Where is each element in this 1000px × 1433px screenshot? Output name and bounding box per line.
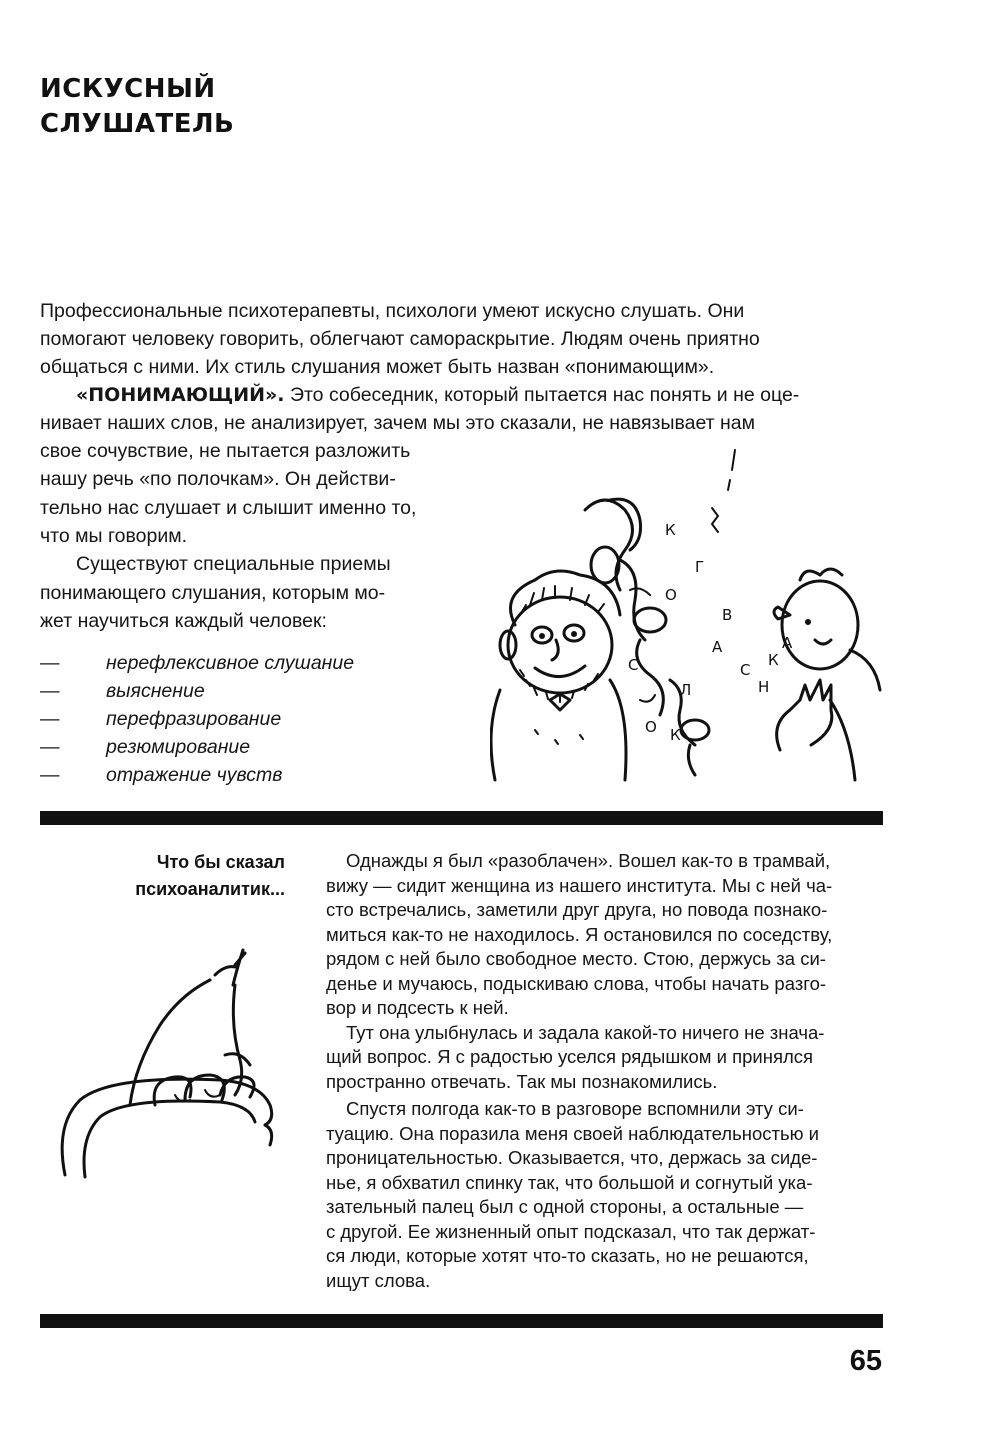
- list-dash: —: [40, 736, 60, 758]
- listener-figure: [774, 569, 880, 780]
- page-number: 65: [849, 1345, 882, 1377]
- svg-text:Г: Г: [695, 558, 705, 576]
- list-item-text: отражение чувств: [106, 764, 283, 786]
- techniques-intro-line: Существуют специальные приемы: [76, 553, 391, 575]
- list-item-text: резюмирование: [106, 736, 251, 758]
- svg-text:В: В: [722, 606, 733, 624]
- list-dash: —: [40, 680, 60, 702]
- svg-text:С: С: [628, 656, 639, 674]
- story-line: вор и подсесть к ней.: [326, 997, 509, 1018]
- sidebar-heading-line-1: Что бы сказал: [156, 852, 285, 872]
- chapter-title-line-1: ИСКУСНЫЙ: [40, 74, 216, 104]
- story-line: рядом с ней было свободное место. Стою, держусь за си-: [326, 948, 826, 969]
- story-line: Однажды я был «разоблачен». Вошел как-то в трамвай,: [346, 850, 831, 871]
- sidebar-heading-line-2: психоаналитик...: [135, 879, 285, 899]
- definition-line: свое сочувствие, не пытается разложить: [40, 440, 411, 462]
- story-line: нье, я обхватил спинку так, что большой и согнутый ука-: [326, 1172, 813, 1193]
- intro-line: Профессиональные психотерапевты, психологи умеют искусно слушать. Они: [40, 300, 745, 322]
- conversation-cartoon-illustration: [490, 440, 890, 790]
- list-item: [40, 733, 250, 761]
- intro-line: помогают человеку говорить, облегчают самораскрытие. Людям очень приятно: [40, 328, 760, 350]
- section-divider-bottom: [40, 1314, 883, 1328]
- definition-first-line: [76, 381, 799, 409]
- definition-line: нивает наших слов, не анализирует, зачем мы это сказали, не навязывает нам: [40, 412, 756, 434]
- list-item: [40, 649, 354, 677]
- list-dash: —: [40, 764, 60, 786]
- definition-line: тельно нас слушает и слышит именно то,: [40, 497, 417, 519]
- svg-text:К: К: [670, 726, 681, 744]
- story-line: пространно отвечать. Так мы познакомились.: [326, 1071, 718, 1092]
- svg-text:О: О: [645, 718, 657, 736]
- story-line: Тут она улыбнулась и задала какой-то ничего не знача-: [346, 1022, 825, 1043]
- sidebar-heading: [80, 849, 285, 903]
- svg-text:К: К: [768, 651, 779, 669]
- definition-text: Это собеседник, который пытается нас понять и не оце-: [284, 384, 800, 406]
- list-dash: —: [40, 708, 60, 730]
- svg-text:О: О: [665, 586, 677, 604]
- story-line: вижу — сидит женщина из нашего института. Мы с ней ча-: [326, 875, 833, 896]
- story-line: сто встречались, заметили друг друга, но повода познако-: [326, 899, 828, 920]
- list-item: [40, 677, 205, 705]
- definition-term: «ПОНИМАЮЩИЙ».: [76, 384, 285, 406]
- story-line: проницательностью. Оказывается, что, держась за сиде-: [326, 1147, 818, 1168]
- story-line: туацию. Она поразила меня своей наблюдательностью и: [326, 1123, 819, 1144]
- story-line: щий вопрос. Я с радостью уселся рядышком и принялся: [326, 1046, 814, 1067]
- svg-text:Л: Л: [680, 681, 692, 699]
- story-line: Спустя полгода как-то в разговоре вспомнили эту си-: [346, 1098, 804, 1119]
- svg-text:А: А: [712, 638, 723, 656]
- definition-line: нашу речь «по полочкам». Он действи-: [40, 468, 396, 490]
- definition-line: что мы говорим.: [40, 525, 188, 547]
- letter-stream-drawing: [585, 450, 793, 775]
- hand-gripping-seat-illustration: [55, 945, 295, 1185]
- section-divider-top: [40, 811, 883, 825]
- svg-text:С: С: [740, 661, 751, 679]
- list-item-text: перефразирование: [106, 708, 282, 730]
- story-line: ищут слова.: [326, 1270, 431, 1291]
- svg-text:Н: Н: [758, 678, 770, 696]
- bearded-man-figure: [491, 571, 626, 780]
- story-line: миться как-то не находилось. Я остановился по соседству,: [326, 924, 833, 945]
- story-line: с другой. Ее жизненный опыт подсказал, что так держат-: [326, 1221, 816, 1242]
- svg-text:К: К: [665, 521, 676, 539]
- techniques-intro-line: жет научиться каждый человек:: [40, 610, 327, 632]
- list-item: [40, 705, 281, 733]
- chapter-title-line-2: СЛУШАТЕЛЬ: [40, 109, 235, 139]
- list-item: [40, 761, 282, 789]
- list-dash: —: [40, 652, 60, 674]
- chapter-title: [40, 72, 540, 142]
- intro-line: общаться с ними. Их стиль слушания может быть назван «понимающим».: [40, 356, 715, 378]
- svg-text:А: А: [782, 634, 793, 652]
- story-line: ся люди, которые хотят что-то сказать, но не решаются,: [326, 1245, 809, 1266]
- techniques-intro-line: понимающего слушания, которым мо-: [40, 582, 386, 604]
- list-item-text: нерефлексивное слушание: [106, 652, 355, 674]
- list-item-text: выяснение: [106, 680, 205, 702]
- story-line: денье и мучаюсь, подыскиваю слова, чтобы начать разго-: [326, 973, 827, 994]
- story-line: зательный палец был с одной стороны, а остальные —: [326, 1196, 804, 1217]
